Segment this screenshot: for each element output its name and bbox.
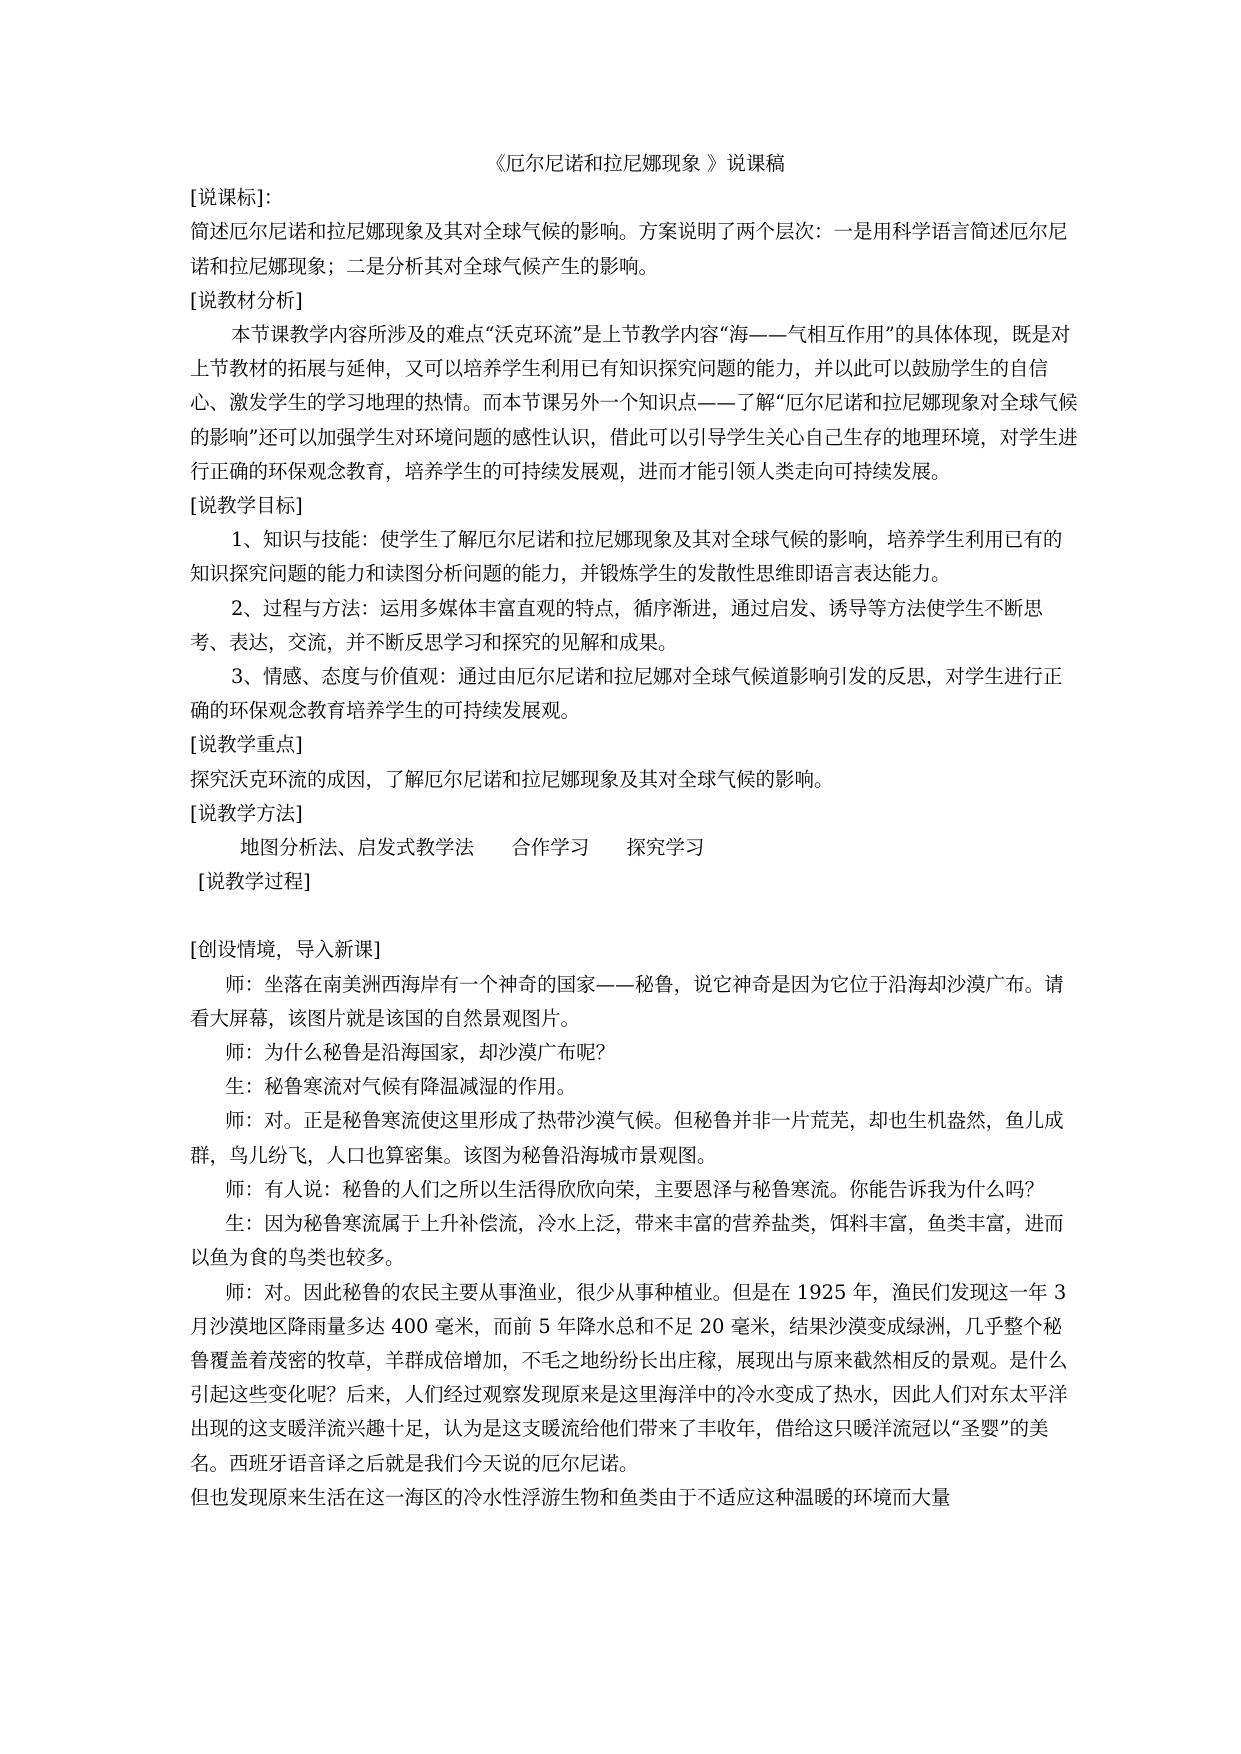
dialogue-line: 生：因为秘鲁寒流属于上升补偿流，冷水上泛，带来丰富的营养盐类，饵料丰富，鱼类丰富，进而以鱼为食的鸟类也较多。 [190, 1212, 1064, 1270]
material-paragraph: 本节课教学内容所涉及的难点“沃克环流”是上节教学内容“海——气相互作用”的具体体现，既是对上节教材的拓展与延伸，又可以培养学生利用已有知识探究问题的能力，并以此可以鼓励学生的自信心、激发学生的学习地理的热情。而本节课另外一个知识点——了解“厄尔尼诺和拉尼娜现象对全球气候的影响”还可以加强学生对环境问题的感性认识，借此可以引导学生关心自己生存的地理环境，对学生进行正确的环保观念教育，培养学生的可持续发展观，进而才能引领人类走向可持续发展。 [190, 323, 1078, 483]
section-heading-methods: [说教学方法] [190, 801, 303, 825]
closing-paragraph: 但也发现原来生活在这一海区的冷水性浮游生物和鱼类由于不适应这种温暖的环境而大量 [190, 1485, 951, 1509]
goal-item-process: 2、过程与方法：运用多媒体丰富直观的特点，循序渐进，通过启发、诱导等方法使学生不断思考、表达，交流，并不断反思学习和探究的见解和成果。 [190, 596, 1043, 654]
dialogue-line: 师：有人说：秘鲁的人们之所以生活得欣欣向荣，主要恩泽与秘鲁寒流。你能告诉我为什么吗？ [225, 1177, 1045, 1201]
section-heading-goals: [说教学目标] [190, 494, 303, 518]
section-heading-standard: [说课标]： [190, 186, 284, 210]
section-heading-material: [说教材分析] [190, 288, 303, 312]
focus-paragraph: 探究沃克环流的成因，了解厄尔尼诺和拉尼娜现象及其对全球气候的影响。 [190, 767, 834, 791]
dialogue-line: 师：对。正是秘鲁寒流使这里形成了热带沙漠气候。但秘鲁并非一片荒芜，却也生机盎然，鱼儿成群，鸟儿纷飞，人口也算密集。该图为秘鲁沿海城市景观图。 [190, 1109, 1064, 1167]
dialogue-line: 师：对。因此秘鲁的农民主要从事渔业，很少从事种植业。但是在 1925 年，渔民们发现这一年 3 月沙漠地区降雨量多达 400 毫米，而前 5 年降水总和不足 20 毫米，结果沙漠变成绿洲，几乎整个秘鲁覆盖着茂密的牧草，羊群成倍增加，不毛之地纷纷长出庄稼，展现出与原来截然相反的景观。是什么引起这些变化呢？后来，人们经过观察发现原来是这里海洋中的冷水变成了热水，因此人们对东太平洋出现的这支暖洋流兴趣十足，认为是这支暖流给他们带来了丰收年，借给这只暖洋流冠以“圣婴”的美名。西班牙语音译之后就是我们今天说的厄尔尼诺。 [190, 1280, 1073, 1475]
standard-paragraph: 简述厄尔尼诺和拉尼娜现象及其对全球气候的影响。方案说明了两个层次：一是用科学语言简述厄尔尼诺和拉尼娜现象；二是分析其对全球气候产生的影响。 [190, 220, 1068, 278]
blank-line [190, 899, 1081, 933]
goal-item-emotion: 3、情感、态度与价值观：通过由厄尔尼诺和拉尼娜对全球气候道影响引发的反思，对学生进行正确的环保观念教育培养学生的可持续发展观。 [190, 665, 1063, 723]
document-title: 《厄尔尼诺和拉尼娜现象 》说课稿 [486, 152, 785, 175]
section-heading-focus: [说教学重点] [190, 733, 303, 757]
goal-item-knowledge: 1、知识与技能：使学生了解厄尔尼诺和拉尼娜现象及其对全球气候的影响，培养学生利用已有的知识探究问题的能力和读图分析问题的能力，并锻炼学生的发散性思维即语言表达能力。 [190, 528, 1063, 586]
section-heading-intro: [创设情境，导入新课] [190, 938, 381, 962]
section-heading-process: [说教学过程] [198, 870, 311, 894]
methods-line: 地图分析法、启发式教学法 合作学习 探究学习 [240, 836, 705, 860]
dialogue-line: 师：为什么秘鲁是沿海国家，却沙漠广布呢？ [225, 1041, 616, 1065]
dialogue-line: 生：秘鲁寒流对气候有降温减湿的作用。 [225, 1075, 577, 1099]
dialogue-line: 师：坐落在南美洲西海岸有一个神奇的国家——秘鲁，说它神奇是因为它位于沿海却沙漠广布。请看大屏幕，该图片就是该国的自然景观图片。 [190, 972, 1064, 1030]
